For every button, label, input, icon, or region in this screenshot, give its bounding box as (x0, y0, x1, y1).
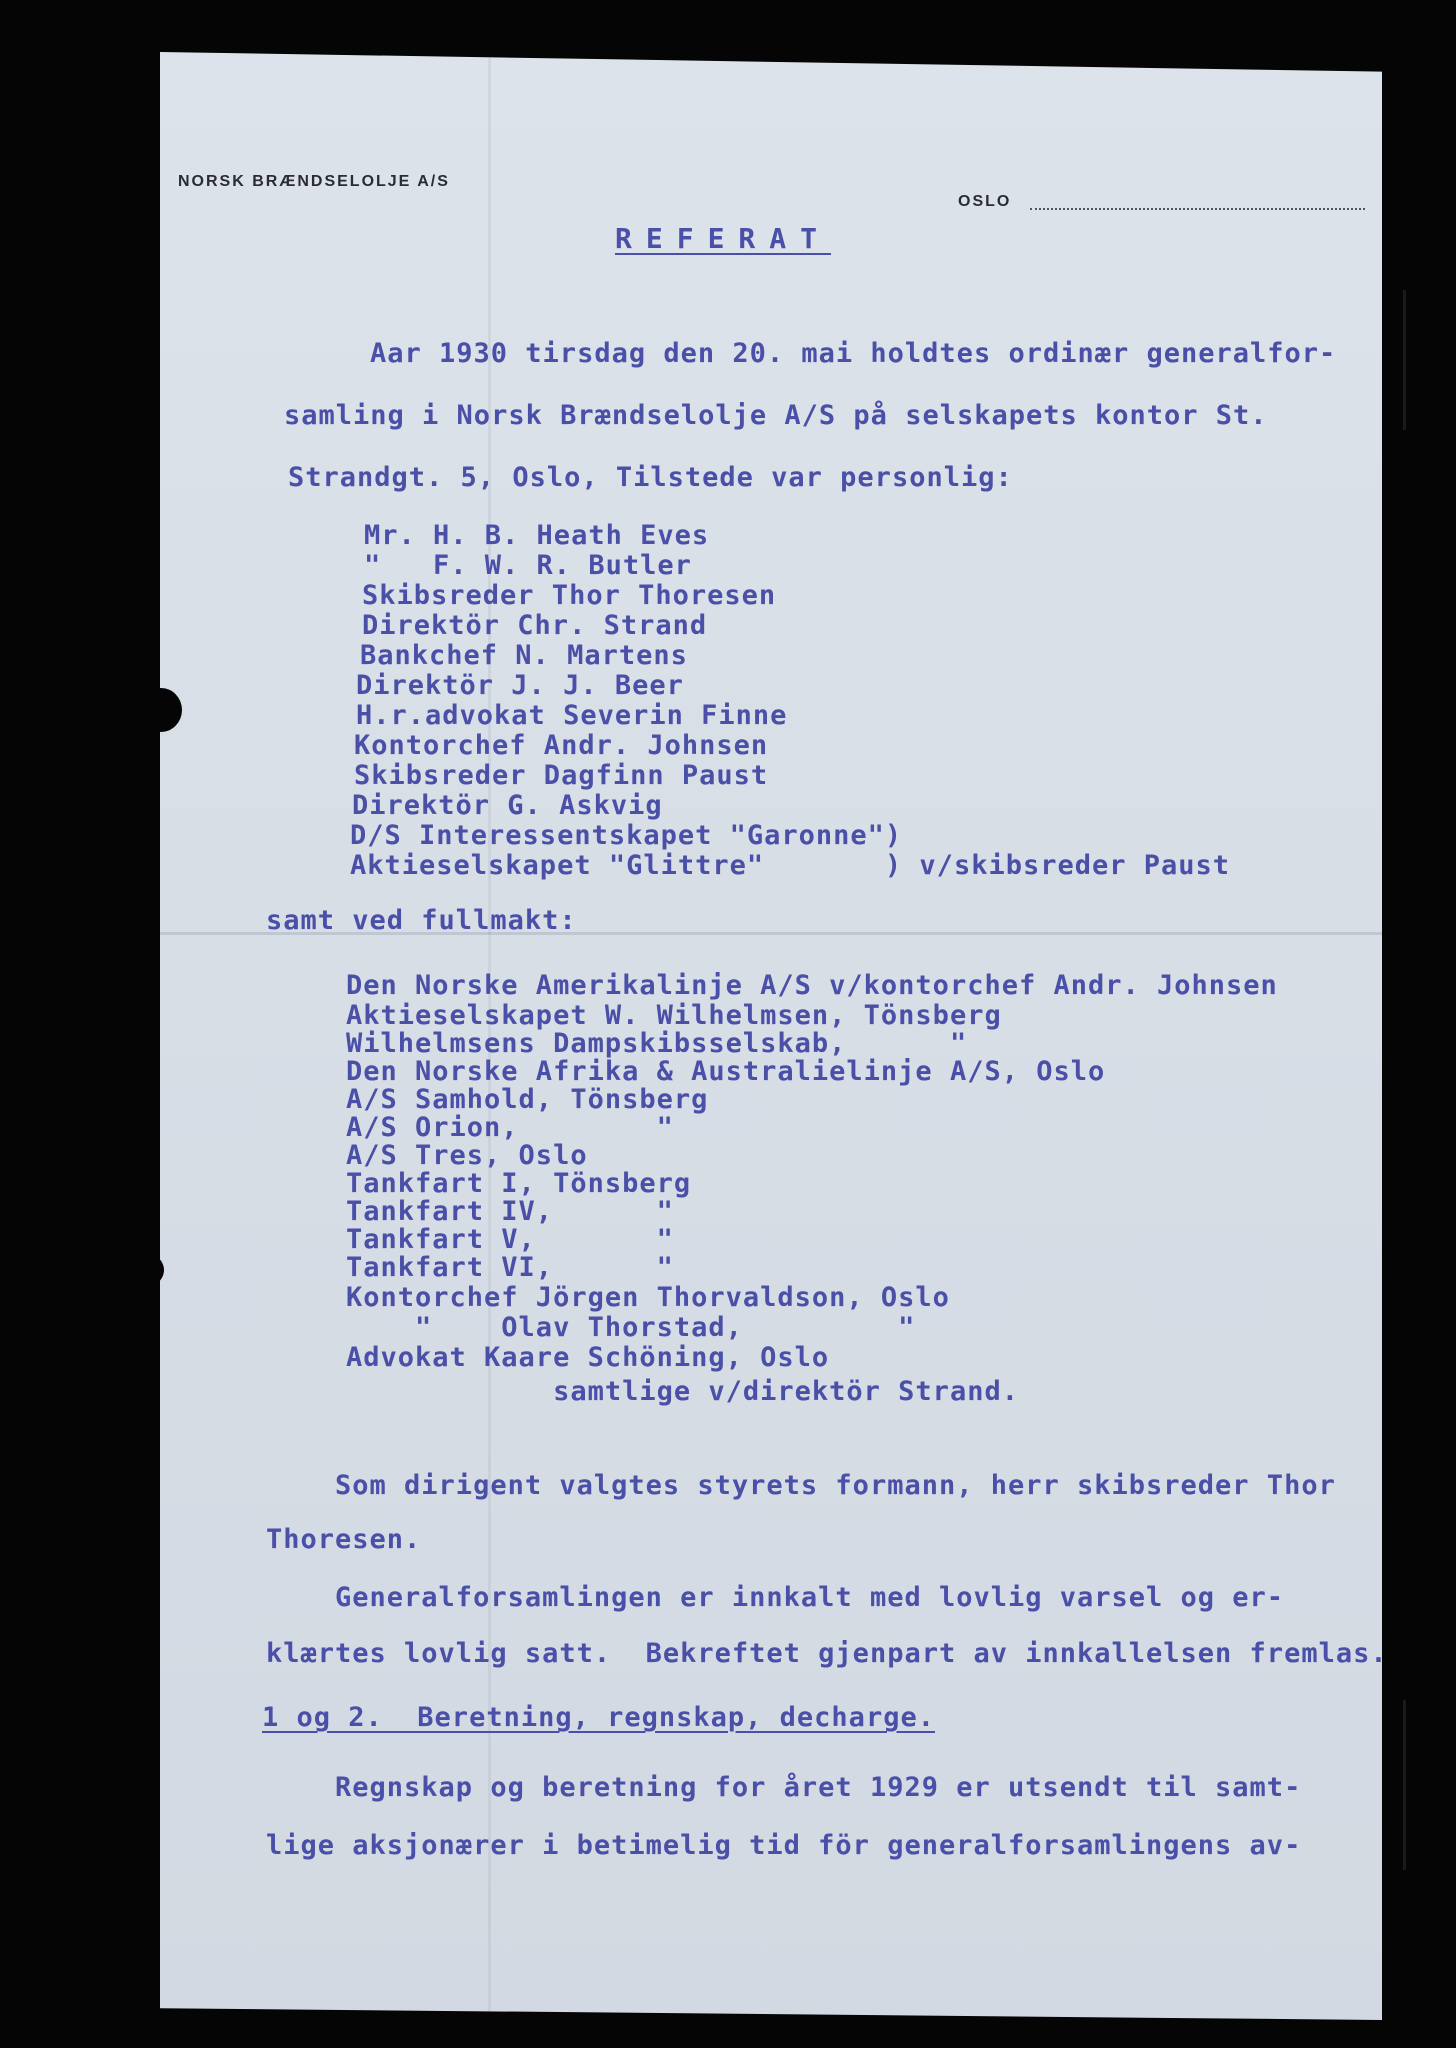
attendee-line: Skibsreder Thor Thoresen (362, 580, 777, 611)
proxy-line: Kontorchef Jörgen Thorvaldson, Oslo (346, 1282, 950, 1313)
edge-shadow (1403, 1700, 1406, 1870)
proxy-line: Tankfart VI, " (346, 1252, 674, 1283)
punch-hole-bottom (100, 1248, 164, 1292)
attendee-line: Bankchef N. Martens (360, 640, 688, 671)
attendee-line: Direktör Chr. Strand (362, 610, 708, 641)
attendee-line: " F. W. R. Butler (364, 550, 692, 581)
proxy-heading: samt ved fullmakt: (266, 905, 577, 936)
proxy-line: samtlige v/direktör Strand. (346, 1376, 1019, 1407)
attendee-line: Aktieselskapet "Glittre" ) v/skibsreder Paust (350, 850, 1231, 881)
proxy-line: Wilhelmsens Dampskibsselskab, " (346, 1028, 968, 1059)
body-line: klærtes lovlig satt. Bekreftet gjenpart av innkallelsen fremlas. (266, 1638, 1388, 1669)
proxy-line: Advokat Kaare Schöning, Oslo (346, 1342, 830, 1373)
proxy-line: Den Norske Amerikalinje A/S v/kontorchef Andr. Johnsen (346, 970, 1278, 1001)
section-line: lige aksjonærer i betimelig tid för generalforsamlingens av- (266, 1830, 1302, 1861)
proxy-line: A/S Tres, Oslo (346, 1140, 588, 1171)
attendee-line: H.r.advokat Severin Finne (356, 700, 788, 731)
section-heading: 1 og 2. Beretning, regnskap, decharge. (262, 1702, 935, 1733)
attendee-line: D/S Interessentskapet "Garonne") (350, 820, 903, 851)
proxy-line: Tankfart I, Tönsberg (346, 1168, 692, 1199)
intro-line: Strandgt. 5, Oslo, Tilstede var personlig: (288, 462, 1013, 493)
letterhead-place: OSLO (958, 193, 1012, 210)
section-line: Regnskap og beretning for året 1929 er utsendt til samt- (266, 1772, 1302, 1803)
intro-line: samling i Norsk Brændselolje A/S på selskapets kontor St. (284, 400, 1268, 431)
body-line: Generalforsamlingen er innkalt med lovlig varsel og er- (266, 1582, 1285, 1613)
edge-shadow (1403, 290, 1406, 430)
date-line (1030, 208, 1365, 210)
proxy-line: A/S Samhold, Tönsberg (346, 1084, 709, 1115)
proxy-line: Tankfart V, " (346, 1224, 674, 1255)
intro-line: Aar 1930 tirsdag den 20. mai holdtes ordinær generalfor- (370, 338, 1337, 369)
proxy-line: Tankfart IV, " (346, 1196, 674, 1227)
attendee-line: Mr. H. B. Heath Eves (364, 520, 710, 551)
proxy-line: Den Norske Afrika & Australielinje A/S, Oslo (346, 1056, 1106, 1087)
punch-hole-top (140, 688, 182, 732)
attendee-line: Direktör J. J. Beer (356, 670, 684, 701)
attendee-line: Kontorchef Andr. Johnsen (354, 730, 769, 761)
proxy-line: Aktieselskapet W. Wilhelmsen, Tönsberg (346, 1000, 1002, 1031)
attendee-line: Direktör G. Askvig (352, 790, 663, 821)
proxy-line: A/S Orion, " (346, 1112, 674, 1143)
attendee-line: Skibsreder Dagfinn Paust (354, 760, 769, 791)
document-title: REFERAT (615, 222, 832, 255)
body-line: Thoresen. (266, 1524, 422, 1555)
proxy-line: " Olav Thorstad, " (346, 1312, 916, 1343)
body-line: Som dirigent valgtes styrets formann, herr skibsreder Thor (266, 1470, 1336, 1501)
letterhead-company: NORSK BRÆNDSELOLJE A/S (178, 173, 450, 190)
